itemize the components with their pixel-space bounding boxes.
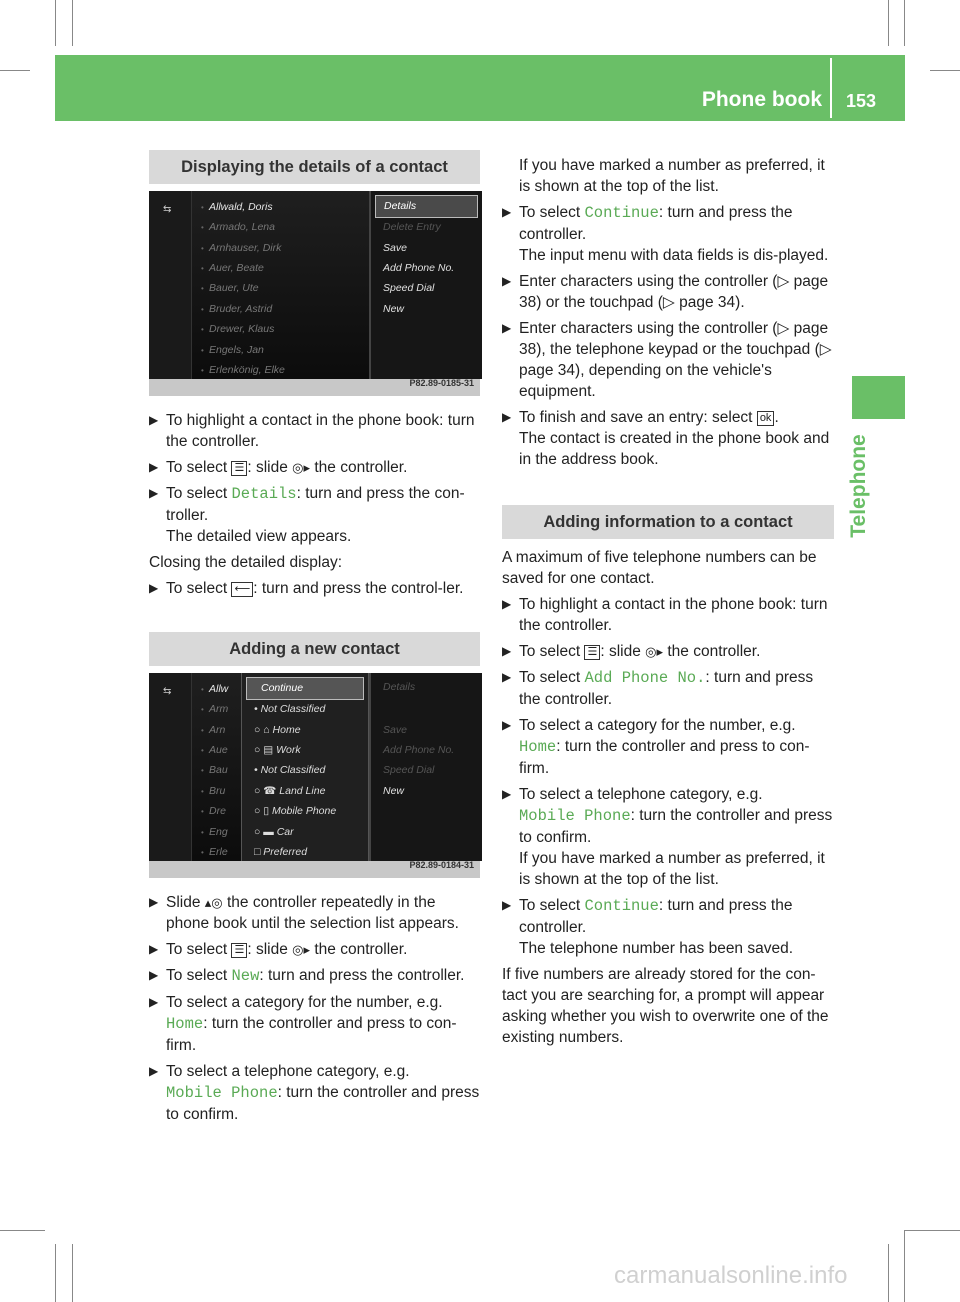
instruction-step	[149, 892, 480, 934]
section-heading: Adding a new contact	[149, 632, 480, 666]
step-text: the controller.	[663, 643, 761, 660]
phonebook-button-icon: ☰	[231, 461, 247, 476]
section-heading: Displaying the details of a contact	[149, 150, 480, 184]
step-arrow-icon: ▶	[502, 274, 512, 288]
popup-item: • Not Classified	[254, 703, 326, 715]
step-text: .	[774, 409, 779, 426]
contact-item	[201, 760, 228, 781]
landline-icon: ☎	[263, 785, 277, 797]
paragraph: If five numbers are already stored for the con-tact you are searching for, a prompt will appear asking whether you wish to overwrite one of the existing numbers.	[502, 966, 829, 1046]
contact-label: Auer, Beate	[209, 262, 264, 274]
popup-item-continue: Continue	[246, 677, 364, 700]
contact-label: Allwald, Doris	[209, 201, 273, 213]
side-tab-label: Telephone	[847, 434, 870, 538]
step-text: : turn and press the controller.	[519, 897, 793, 936]
popup-item: ○ ☎ Land Line	[254, 785, 326, 797]
page-number: 153	[846, 91, 877, 111]
instruction-step	[502, 271, 834, 313]
step-text: : slide	[247, 941, 293, 958]
popup-item-label: Mobile Phone	[271, 805, 337, 817]
car-icon: ▬	[263, 826, 274, 838]
step-note: If you have marked a number as preferred, it is shown at the top of the list.	[519, 850, 825, 888]
step-arrow-icon: ▶	[149, 460, 159, 474]
instruction-step	[502, 318, 834, 402]
category-popup	[241, 673, 369, 861]
contact-item	[201, 781, 225, 802]
contact-label: Bru	[209, 785, 226, 797]
step-arrow-icon: ▶	[502, 898, 512, 912]
contact-item	[201, 340, 264, 361]
instruction-step	[149, 457, 480, 478]
page-title: Phone book	[701, 88, 822, 111]
step-text: To highlight a contact in the phone book: turn the controller.	[166, 412, 475, 450]
controller-slide-right-icon: ◎▸	[645, 644, 664, 659]
step-text: : turn the controller and press to con-firm.	[166, 1015, 457, 1054]
step-text: To select	[166, 485, 232, 502]
bullet: •	[201, 746, 204, 755]
popup-item: ○ ▤ Work	[254, 744, 301, 756]
figure-code: P82.89-0184-31	[409, 860, 474, 870]
step-text: : turn the controller and press to con-firm.	[519, 738, 810, 777]
step-text: : turn the controller and press to confirm.	[519, 807, 833, 846]
side-tab-marker	[852, 376, 905, 419]
section-heading: Adding information to a contact	[502, 505, 834, 539]
contact-label: Erlenkönig, Elke	[209, 364, 285, 376]
bullet: •	[201, 223, 204, 232]
mobile-phone-icon: ▯	[263, 805, 270, 817]
watermark: carmanualsonline.info	[614, 1262, 848, 1289]
menu-item-add-phone: Add Phone No.	[383, 744, 455, 756]
bullet: •	[201, 284, 204, 293]
menu-term: Details	[231, 485, 297, 503]
step-arrow-icon: ▶	[149, 968, 159, 982]
step-arrow-icon: ▶	[502, 670, 512, 684]
contact-item	[201, 740, 228, 761]
contact-label: Arm	[209, 703, 229, 715]
menu-term: Add Phone No.	[584, 669, 706, 687]
contact-label: Bruder, Astrid	[209, 303, 273, 315]
instruction-step	[502, 594, 834, 636]
step-arrow-icon: ▶	[149, 995, 159, 1009]
menu-item-details: Details	[383, 681, 416, 693]
step-text: : turn and press the controller.	[519, 204, 793, 243]
screenshot-contact-details	[149, 191, 480, 396]
step-arrow-icon: ▶	[502, 321, 512, 335]
back-icon: ⇆	[163, 204, 172, 215]
instruction-step	[502, 641, 834, 662]
menu-term: Continue	[584, 897, 659, 915]
contact-item	[201, 801, 226, 822]
paragraph: If you have marked a number as preferred, it is shown at the top of the list.	[519, 157, 825, 195]
step-text: Slide	[166, 894, 205, 911]
crop-mark	[904, 1230, 905, 1302]
popup-item: ○ ⌂ Home	[254, 724, 301, 736]
options-menu	[369, 191, 482, 379]
screenshot-new-contact	[149, 673, 480, 878]
bullet: •	[201, 807, 204, 816]
step-arrow-icon: ▶	[502, 644, 512, 658]
bullet: •	[201, 346, 204, 355]
menu-term: Home	[519, 738, 557, 756]
step-text: : turn and press the con-troller.	[166, 485, 465, 524]
contact-label: Bau	[209, 764, 228, 776]
work-icon: ▤	[263, 744, 274, 756]
step-result: The input menu with data fields is dis-played.	[519, 247, 829, 264]
step-text: To finish and save an entry: select	[519, 409, 757, 426]
step-text: To select	[166, 580, 232, 597]
bullet: •	[201, 264, 204, 273]
contact-label: Erle	[209, 846, 228, 858]
step-text: To select	[519, 204, 585, 221]
contact-label: Armado, Lena	[209, 221, 275, 233]
menu-term: Home	[166, 1015, 204, 1033]
menu-item-speed-dial: Speed Dial	[383, 764, 435, 776]
popup-item: ○ ▬ Car	[254, 826, 294, 838]
contact-label: Drewer, Klaus	[209, 323, 275, 335]
menu-item-save: Save	[383, 724, 407, 736]
step-text: : turn and press the controller.	[259, 967, 465, 984]
contact-item	[201, 360, 285, 381]
step-text: To select a category for the number, e.g.	[166, 994, 443, 1011]
step-text: the controller repeatedly in the phone book until the selection list appears.	[166, 894, 459, 932]
bullet: •	[201, 244, 204, 253]
step-result: The detailed view appears.	[166, 528, 352, 545]
contact-item	[201, 238, 281, 259]
bullet: •	[201, 305, 204, 314]
step-arrow-icon: ▶	[149, 1064, 159, 1078]
contact-item	[201, 217, 275, 238]
step-text: To select	[166, 941, 232, 958]
menu-item-details: Details	[375, 195, 478, 218]
contact-item	[201, 299, 272, 320]
bullet: •	[201, 828, 204, 837]
popup-item-label: Preferred	[263, 846, 308, 858]
popup-item-label: Car	[276, 826, 294, 838]
contact-item	[201, 258, 264, 279]
crop-mark	[72, 0, 73, 46]
crop-mark	[930, 70, 960, 71]
step-arrow-icon: ▶	[149, 895, 159, 909]
instruction-step	[149, 965, 480, 987]
step-text: To select a telephone category, e.g.	[519, 786, 763, 803]
step-text: the controller.	[310, 459, 408, 476]
step-text: : slide	[247, 459, 293, 476]
bullet: •	[201, 766, 204, 775]
step-text: : turn and press the control-ler.	[253, 580, 464, 597]
crop-mark	[888, 1244, 889, 1302]
step-text: To select	[519, 643, 585, 660]
figure-code: P82.89-0185-31	[409, 378, 474, 388]
menu-item-delete-entry: Delete Entry	[383, 221, 441, 233]
step-text: To select	[166, 459, 232, 476]
right-column	[502, 155, 834, 1053]
contact-label: Bauer, Ute	[209, 282, 259, 294]
menu-term: Continue	[584, 204, 659, 222]
options-menu	[369, 673, 482, 861]
bullet: •	[201, 705, 204, 714]
contact-item	[201, 699, 228, 720]
contact-label: Engels, Jan	[209, 344, 264, 356]
back-icon: ⇆	[163, 686, 172, 697]
step-text: To select	[519, 897, 585, 914]
crop-mark	[55, 1244, 56, 1302]
step-arrow-icon: ▶	[502, 410, 512, 424]
contact-label: Aue	[209, 744, 228, 756]
contact-item	[201, 679, 228, 700]
crop-mark	[888, 0, 889, 46]
contact-label: Arnhauser, Dirk	[209, 242, 282, 254]
menu-item-save: Save	[383, 242, 407, 254]
bullet: •	[201, 726, 204, 735]
step-arrow-icon: ▶	[502, 597, 512, 611]
popup-item: • Not Classified	[254, 764, 326, 776]
side-tab	[846, 426, 872, 546]
contact-item	[201, 822, 228, 843]
screenshot-frame	[149, 191, 480, 396]
step-arrow-icon: ▶	[149, 486, 159, 500]
instruction-step	[149, 410, 480, 452]
step-arrow-icon: ▶	[149, 942, 159, 956]
header-divider	[830, 58, 832, 118]
contact-item	[201, 842, 228, 863]
contact-item	[201, 319, 274, 340]
contact-label: Arn	[209, 724, 226, 736]
instruction-step	[149, 578, 480, 599]
popup-item-label: Not Classified	[260, 703, 326, 715]
paragraph: A maximum of five telephone numbers can be saved for one contact.	[502, 549, 817, 587]
instruction-step	[149, 1061, 480, 1125]
home-icon: ⌂	[263, 724, 270, 736]
instruction-step	[502, 202, 834, 266]
instruction-step	[502, 715, 834, 779]
menu-term: Mobile Phone	[519, 807, 631, 825]
crop-mark	[905, 1230, 960, 1231]
instruction-step	[502, 784, 834, 890]
contact-label: Allw	[209, 683, 229, 695]
menu-item-speed-dial: Speed Dial	[383, 282, 435, 294]
contact-label: Eng	[209, 826, 228, 838]
controller-slide-right-icon: ◎▸	[292, 460, 311, 475]
menu-item-new: New	[383, 785, 405, 797]
contact-item	[201, 720, 225, 741]
phonebook-button-icon: ☰	[584, 645, 600, 660]
phonebook-button-icon: ☰	[231, 943, 247, 958]
step-result: The telephone number has been saved.	[519, 940, 794, 957]
step-text: To select	[166, 967, 232, 984]
crop-mark	[0, 1230, 45, 1231]
step-text: To select	[519, 669, 585, 686]
bullet: •	[201, 366, 204, 375]
instruction-step	[149, 939, 480, 960]
instruction-step	[149, 992, 480, 1056]
step-text: : turn and press the controller.	[519, 669, 814, 708]
bullet: •	[201, 325, 204, 334]
instruction-step	[502, 667, 834, 710]
instruction-step	[502, 407, 834, 470]
step-arrow-icon: ▶	[502, 718, 512, 732]
step-text: To highlight a contact in the phone book: turn the controller.	[519, 596, 828, 634]
menu-item-new: New	[383, 303, 405, 315]
crop-mark	[0, 70, 30, 71]
instruction-step	[149, 483, 480, 547]
contact-label: Dre	[209, 805, 226, 817]
menu-item-add-phone: Add Phone No.	[383, 262, 455, 274]
bullet: •	[201, 685, 204, 694]
step-text: Enter characters using the controller (▷ page 38) or the touchpad (▷ page 34).	[519, 273, 829, 311]
left-column	[149, 150, 480, 1130]
controller-slide-right-icon: ◎▸	[292, 942, 311, 957]
step-arrow-icon: ▶	[502, 787, 512, 801]
menu-term: New	[231, 967, 260, 985]
popup-item: □ Preferred	[254, 846, 308, 858]
step-text: Enter characters using the controller (▷ page 38), the telephone keypad or the touchpad (▷ page 34), depending on the vehicle's equipment.	[519, 320, 832, 400]
crop-mark	[904, 0, 905, 46]
bullet: •	[201, 848, 204, 857]
step-arrow-icon: ▶	[149, 413, 159, 427]
contact-item	[201, 197, 273, 218]
bullet: •	[201, 203, 204, 212]
controller-slide-up-icon: ▴◎	[204, 895, 223, 910]
popup-item: ○ ▯ Mobile Phone	[254, 805, 337, 817]
paragraph: Closing the detailed display:	[149, 554, 343, 571]
popup-item-label: Land Line	[279, 785, 326, 797]
ok-key-icon: ok	[757, 411, 775, 426]
step-result: The contact is created in the phone book and in the address book.	[519, 430, 830, 468]
crop-mark	[72, 1244, 73, 1302]
screenshot-frame	[149, 673, 480, 878]
bullet: •	[201, 787, 204, 796]
contact-item	[201, 278, 259, 299]
step-text: the controller.	[310, 941, 408, 958]
menu-term: Mobile Phone	[166, 1084, 278, 1102]
popup-item-label: Home	[272, 724, 301, 736]
popup-item-label: Work	[276, 744, 301, 756]
crop-mark	[55, 0, 56, 46]
instruction-step	[502, 895, 834, 959]
step-text: To select a telephone category, e.g.	[166, 1063, 410, 1080]
popup-item-label: Not Classified	[260, 764, 326, 776]
step-text: : slide	[600, 643, 646, 660]
back-button-icon: ⟵	[231, 582, 253, 597]
step-arrow-icon: ▶	[149, 581, 159, 595]
step-text: : turn the controller and press to confirm.	[166, 1084, 480, 1123]
step-arrow-icon: ▶	[502, 205, 512, 219]
step-text: To select a category for the number, e.g.	[519, 717, 796, 734]
